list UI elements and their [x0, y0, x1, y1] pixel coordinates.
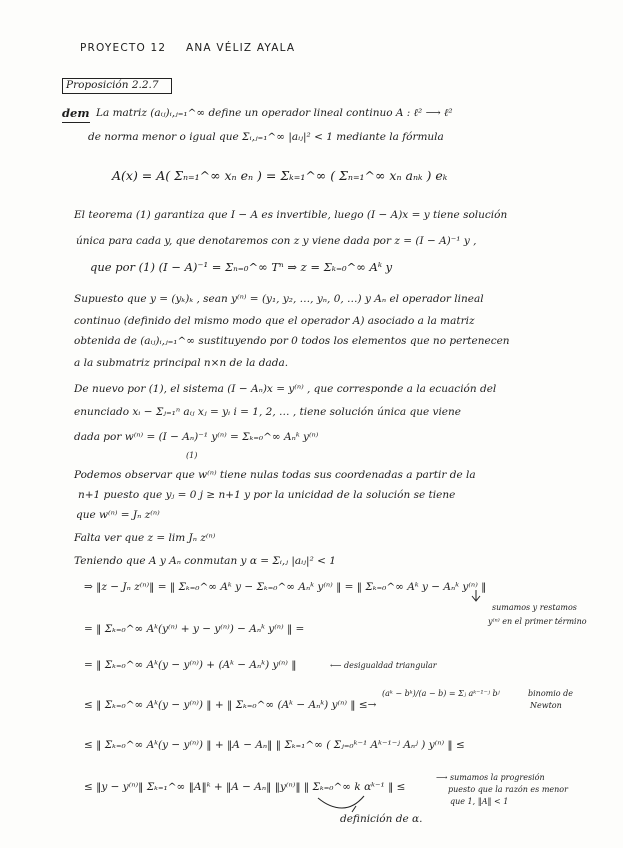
text-line-16: que w⁽ⁿ⁾ = Jₙ z⁽ⁿ⁾	[76, 509, 160, 521]
text-line-13: dada por w⁽ⁿ⁾ = (I − Aₙ)⁻¹ y⁽ⁿ⁾ = Σₖ₌₀^∞ Aₙᵏ y⁽ⁿ⁾	[74, 431, 319, 443]
estimate-line-4: ≤ ‖ Σₖ₌₀^∞ Aᵏ(y − y⁽ⁿ⁾) ‖ + ‖ Σₖ₌₀^∞ (Aᵏ − Aₙᵏ) y⁽ⁿ⁾ ‖ ≤→	[84, 699, 377, 711]
text-line-17: Falta ver que z = lim Jₙ z⁽ⁿ⁾	[74, 532, 216, 544]
note-first-term: y⁽ⁿ⁾ en el primer término	[488, 617, 587, 626]
note-norm-less-one: que 1, ‖A‖ < 1	[450, 797, 509, 806]
ref-one: (1)	[186, 451, 198, 460]
estimate-line-2: = ‖ Σₖ₌₀^∞ Aᵏ(y⁽ⁿ⁾ + y − y⁽ⁿ⁾) − Aₙᵏ y⁽ⁿ⁾ ‖ =	[84, 623, 305, 635]
text-line-2: de norma menor o igual que Σᵢ,ⱼ₌₁^∞ |aᵢⱼ|² < 1 mediante la fórmula	[88, 131, 444, 143]
text-line-12: enunciado xᵢ − Σⱼ₌₁ⁿ aᵢⱼ xⱼ = yᵢ i = 1, 2, … , tiene solución única que viene	[74, 406, 461, 418]
note-binomial: binomio de	[528, 689, 574, 698]
estimate-line-6: ≤ ‖y − y⁽ⁿ⁾‖ Σₖ₌₁^∞ ‖A‖ᵏ + ‖A − Aₙ‖ ‖y⁽ⁿ⁾‖ ‖ Σₖ₌₀^∞ k αᵏ⁻¹ ‖ ≤	[84, 781, 406, 793]
text-line-9: obtenida de (aᵢⱼ)ᵢ,ⱼ₌₁^∞ sustituyendo por 0 todos los elementos que no pertenecen	[74, 335, 510, 347]
formula-neumann: que por (1) (I − A)⁻¹ = Σₙ₌₀^∞ Tⁿ ⇒ z = Σₖ₌₀^∞ Aᵏ y	[90, 260, 393, 274]
estimate-line-5: ≤ ‖ Σₖ₌₀^∞ Aᵏ(y − y⁽ⁿ⁾) ‖ + ‖A − Aₙ‖ ‖ Σₖ₌₁^∞ ( Σⱼ₌₀ᵏ⁻¹ Aᵏ⁻¹⁻ʲ Aₙʲ ) y⁽ⁿ⁾ ‖ ≤	[84, 739, 465, 751]
note-definition-alpha: definición de α.	[340, 813, 423, 825]
estimate-line-3: = ‖ Σₖ₌₀^∞ Aᵏ(y − y⁽ⁿ⁾) + (Aᵏ − Aₙᵏ) y⁽ⁿ⁾ ‖	[84, 659, 297, 671]
text-line-11: De nuevo por (1), el sistema (I − Aₙ)x = y⁽ⁿ⁾ , que corresponde a la ecuación del	[74, 383, 497, 395]
text-line-4: El teorema (1) garantiza que I − A es invertible, luego (I − A)x = y tiene solución	[74, 209, 508, 221]
text-line-5: única para cada y, que denotaremos con z y viene dada por z = (I − A)⁻¹ y ,	[76, 235, 477, 247]
text-line-8: continuo (definido del mismo modo que el operador A) asociado a la matriz	[74, 315, 475, 327]
proposition-label: Proposición 2.2.7	[66, 79, 159, 91]
text-line-18: Teniendo que A y Aₙ conmutan y α = Σᵢ,ⱼ |aᵢⱼ|² < 1	[74, 555, 336, 567]
note-sum-subtract: sumamos y restamos	[492, 603, 577, 612]
project-title: PROYECTO 12	[80, 42, 167, 54]
estimate-line-1: ⇒ ‖z − Jₙ z⁽ⁿ⁾‖ = ‖ Σₖ₌₀^∞ Aᵏ y − Σₖ₌₀^∞ Aₙᵏ y⁽ⁿ⁾ ‖ = ‖ Σₖ₌₀^∞ Aᵏ y − Aₙᵏ y⁽ⁿ⁾ ‖	[84, 581, 487, 593]
text-line-1: La matriz (aᵢⱼ)ᵢ,ⱼ₌₁^∞ define un operador lineal continuo A : ℓ² ⟶ ℓ²	[96, 107, 453, 119]
text-line-7: Supuesto que y = (yₖ)ₖ , sean y⁽ⁿ⁾ = (y₁, y₂, …, yₙ, 0, …) y Aₙ el operador lineal	[74, 293, 484, 305]
formula-A-x: A(x) = A( Σₙ₌₁^∞ xₙ eₙ ) = Σₖ₌₁^∞ ( Σₙ₌₁^∞ xₙ aₙₖ ) eₖ	[112, 168, 448, 183]
note-geometric-sum: ⟶ sumamos la progresión	[436, 773, 545, 782]
author-name: ANA VÉLIZ AYALA	[186, 42, 296, 54]
note-triangle-inequality: ⟵ desigualdad triangular	[330, 661, 437, 670]
text-line-14: Podemos observar que w⁽ⁿ⁾ tiene nulas todas sus coordenadas a partir de la	[74, 469, 476, 481]
binomial-fraction: (aᵏ − bᵏ)/(a − b) = Σⱼ aᵏ⁻¹⁻ʲ bʲ	[382, 689, 500, 698]
note-ratio-less: puesto que la razón es menor	[448, 785, 568, 794]
text-line-15: n+1 puesto que yⱼ = 0 j ≥ n+1 y por la unicidad de la solución se tiene	[78, 489, 456, 501]
demo-label: dem	[62, 106, 90, 120]
text-line-10: a la submatriz principal n×n de la dada.	[74, 357, 289, 369]
note-newton: Newton	[530, 701, 562, 710]
